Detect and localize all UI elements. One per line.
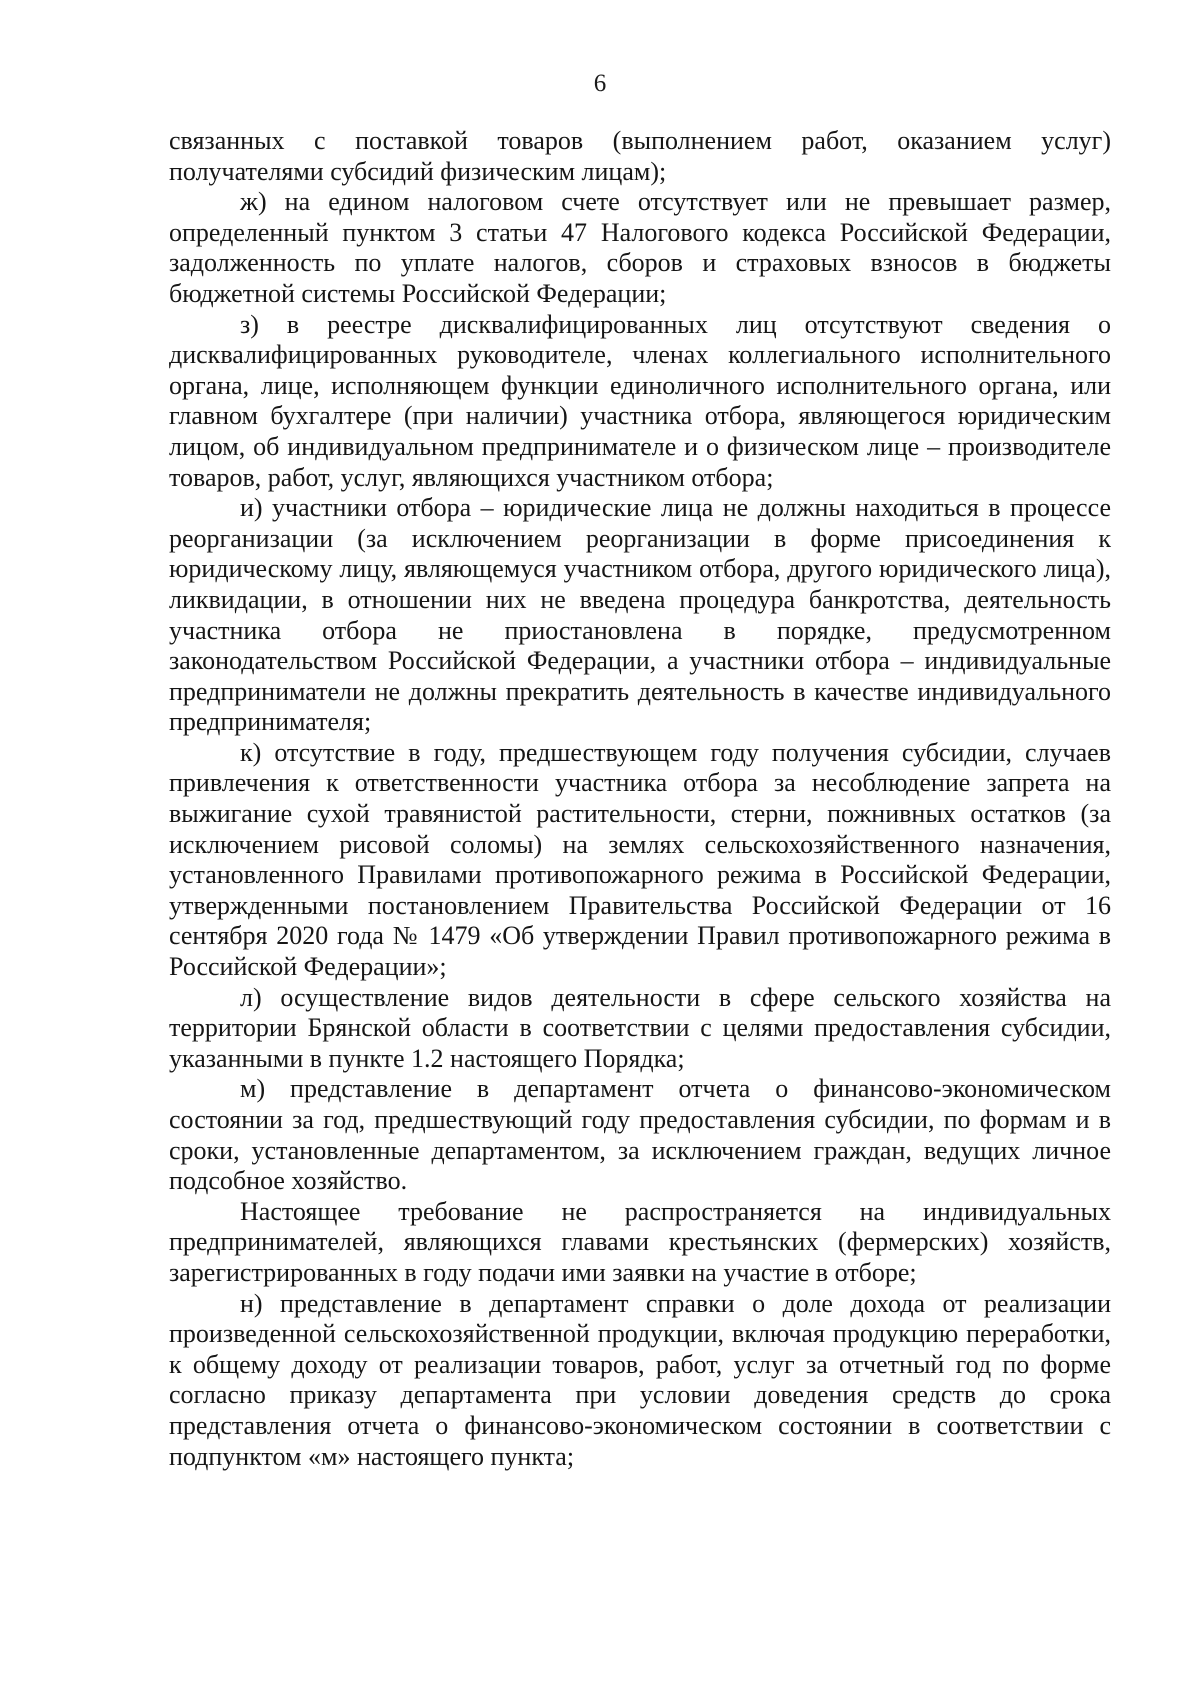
document-body (169, 126, 1111, 1472)
paragraph-item-n: н) представление в департамент справки о доле дохода от реализации произведенной сельскохозяйственной продукции, включая продукцию переработки, к общему доходу от реализации товаров, работ, услуг за отчетный год по форме согласно приказу департамента при условии доведения средств до срока представления отчета о финансово-экономическом состоянии в соответствии с подпунктом «м» настоящего пункта; (169, 1288, 1111, 1471)
paragraph-item-l: л) осуществление видов деятельности в сфере сельского хозяйства на территории Брянской области в соответствии с целями предоставления субсидии, указанными в пункте 1.2 настоящего Порядка; (169, 982, 1111, 1073)
paragraph-continuation: связанных с поставкой товаров (выполнением работ, оказанием услуг) получателями субсидий физическим лицам); (169, 126, 1111, 186)
paragraph-requirement-note: Настоящее требование не распространяется на индивидуальных предпринимателей, являющихся главами крестьянских (фермерских) хозяйств, зарегистрированных в году подачи ими заявки на участие в отборе; (169, 1196, 1111, 1287)
paragraph-item-i: и) участники отбора – юридические лица не должны находиться в процессе реорганизации (за исключением реорганизации в форме присоединения к юридическому лицу, являющемуся участником отбора, другого юридического лица), ликвидации, в отношении них не введена процедура банкротства, деятельность участника отбора не приостановлена в порядке, предусмотренном законодательством Российской Федерации, а участники отбора – индивидуальные предприниматели не должны прекратить деятельность в качестве индивидуального предпринимателя; (169, 493, 1111, 737)
paragraph-item-k: к) отсутствие в году, предшествующем году получения субсидии, случаев привлечения к ответственности участника отбора за несоблюдение запрета на выжигание сухой травянистой растительности, стерни, пожнивных остатков (за исключением рисовой соломы) на землях сельскохозяйственного назначения, установленного Правилами противопожарного режима в Российской Федерации, утвержденными постановлением Правительства Российской Федерации от 16 сентября 2020 года № 1479 «Об утверждении Правил противопожарного режима в Российской Федерации»; (169, 737, 1111, 982)
paragraph-item-m: м) представление в департамент отчета о финансово-экономическом состоянии за год, предшествующий году предоставления субсидии, по формам и в сроки, установленные департаментом, за исключением граждан, ведущих личное подсобное хозяйство. (169, 1074, 1111, 1196)
paragraph-item-z: з) в реестре дисквалифицированных лиц отсутствуют сведения о дисквалифицированных руководителе, членах коллегиального исполнительного органа, лице, исполняющем функции единоличного исполнительного органа, или главном бухгалтере (при наличии) участника отбора, являющегося юридическим лицом, об индивидуальном предпринимателе и о физическом лице – производителе товаров, работ, услуг, являющихся участником отбора; (169, 309, 1111, 492)
paragraph-item-zh: ж) на едином налоговом счете отсутствует или не превышает размер, определенный пунктом 3 статьи 47 Налогового кодекса Российской Федерации, задолженность по уплате налогов, сборов и страховых взносов в бюджеты бюджетной системы Российской Федерации; (169, 187, 1111, 308)
page-number: 6 (593, 70, 607, 97)
